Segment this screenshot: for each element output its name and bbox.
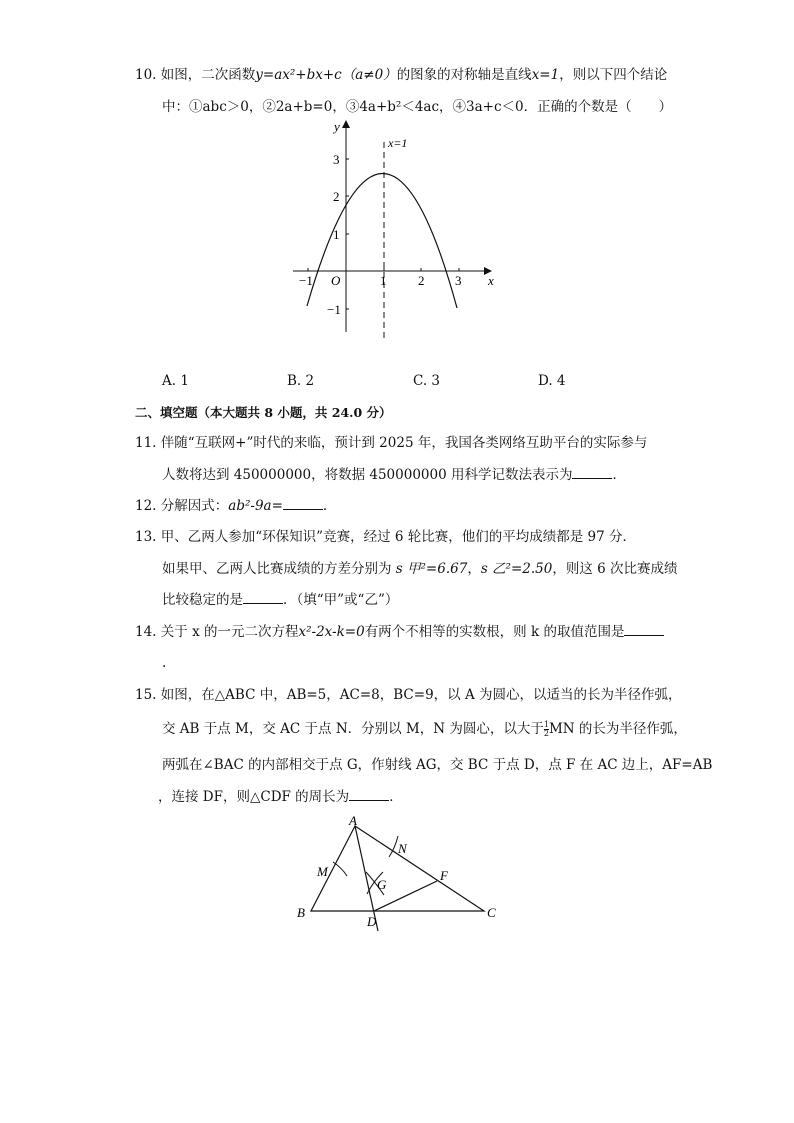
y-axis-arrow <box>342 120 350 128</box>
label-d: D <box>367 914 377 929</box>
origin-label: O <box>331 273 341 288</box>
parabola-graph <box>285 115 500 350</box>
q15-line4: ，连接 DF，则△CDF 的周长为 ． <box>158 789 403 805</box>
label-n: N <box>398 841 407 856</box>
y-tick-neg1: −1 <box>327 302 341 317</box>
q13-number: 13. <box>135 529 157 545</box>
section-heading: 二、填空题（本大题共 8 小题，共 24.0 分） <box>135 405 392 420</box>
fraction-half: $\frac{1}{2}$ <box>543 720 549 738</box>
q15-number: 15. <box>135 687 157 703</box>
answer-blank <box>283 497 323 510</box>
answer-blank <box>243 591 283 604</box>
q14-number: 14. <box>135 624 157 640</box>
answer-blank <box>349 788 389 801</box>
x-axis-label: x <box>488 273 494 288</box>
y-tick-1: 1 <box>333 227 340 242</box>
q13-line2: 如果甲、乙两人比赛成绩的方差分别为 s 甲²=6.67，s 乙²=2.50，则这 6 次比赛成绩 <box>162 561 678 577</box>
label-f: F <box>440 868 448 883</box>
q10-line1: 10. 如图，二次函数y=ax²+bx+c（a≠0）的图象的对称轴是直线x=1，则以下四个结论 <box>135 67 668 83</box>
x-tick-3: 3 <box>455 273 462 288</box>
x-tick-neg1: −1 <box>299 273 313 288</box>
q11-number: 11. <box>135 435 157 451</box>
label-c: C <box>487 905 496 920</box>
y-axis-label: y <box>334 119 340 134</box>
x-tick-1: 1 <box>380 273 387 288</box>
answer-blank <box>572 466 612 479</box>
q10-number: 10. <box>135 67 157 83</box>
q12-line: 12. 分解因式：ab²-9a= ． <box>135 498 337 514</box>
q14-end: . <box>162 655 167 671</box>
label-m: M <box>317 864 328 879</box>
q15-line1: 15. 如图，在△ABC 中，AB=5，AC=8，BC=9，以 A 为圆心，以适当的长为半径作弧， <box>135 687 682 703</box>
q11-line1: 11. 伴随“互联网+”时代的来临，预计到 2025 年，我国各类网络互助平台的实际参与 <box>135 435 648 451</box>
option-c: C. 3 <box>413 373 441 389</box>
y-tick-3: 3 <box>333 152 340 167</box>
label-g: G <box>377 877 387 892</box>
option-a: A. 1 <box>162 373 189 389</box>
q12-number: 12. <box>135 498 157 514</box>
y-tick-2: 2 <box>333 189 340 204</box>
x-tick-2: 2 <box>418 273 425 288</box>
symmetry-axis-label: x=1 <box>388 136 408 150</box>
triangle-figure <box>290 810 510 940</box>
label-b: B <box>297 905 305 920</box>
q15-line2: 交 AB 于点 M，交 AC 于点 N．分别以 M，N 为圆心，以大于 $\frac{1}{2}$ MN 的长为半径作弧， <box>162 720 687 738</box>
q15-line3: 两弧在∠BAC 的内部相交于点 G，作射线 AG，交 BC 于点 D，点 F 在 AC 边上，AF=AB <box>162 757 713 773</box>
option-b: B. 2 <box>287 373 315 389</box>
q13-line1: 13. 甲、乙两人参加“环保知识”竞赛，经过 6 轮比赛，他们的平均成绩都是 97 分． <box>135 529 637 545</box>
q10-line2: 中：①abc＞0，②2a+b=0，③4a+b²＜4ac，④3a+c＜0．正确的个数是（ ） <box>162 99 673 115</box>
q11-line2: 人数将达到 450000000，将数据 450000000 用科学记数法表示为 ． <box>162 467 626 483</box>
option-d: D. 4 <box>538 373 566 389</box>
q13-line3: 比较稳定的是 ．（填“甲”或“乙”） <box>162 592 399 608</box>
q14-line: 14. 关于 x 的一元二次方程x²-2x-k=0有两个不相等的实数根，则 k 的取值范围是 <box>135 623 664 641</box>
answer-blank <box>624 623 664 636</box>
label-a: A <box>349 813 357 828</box>
